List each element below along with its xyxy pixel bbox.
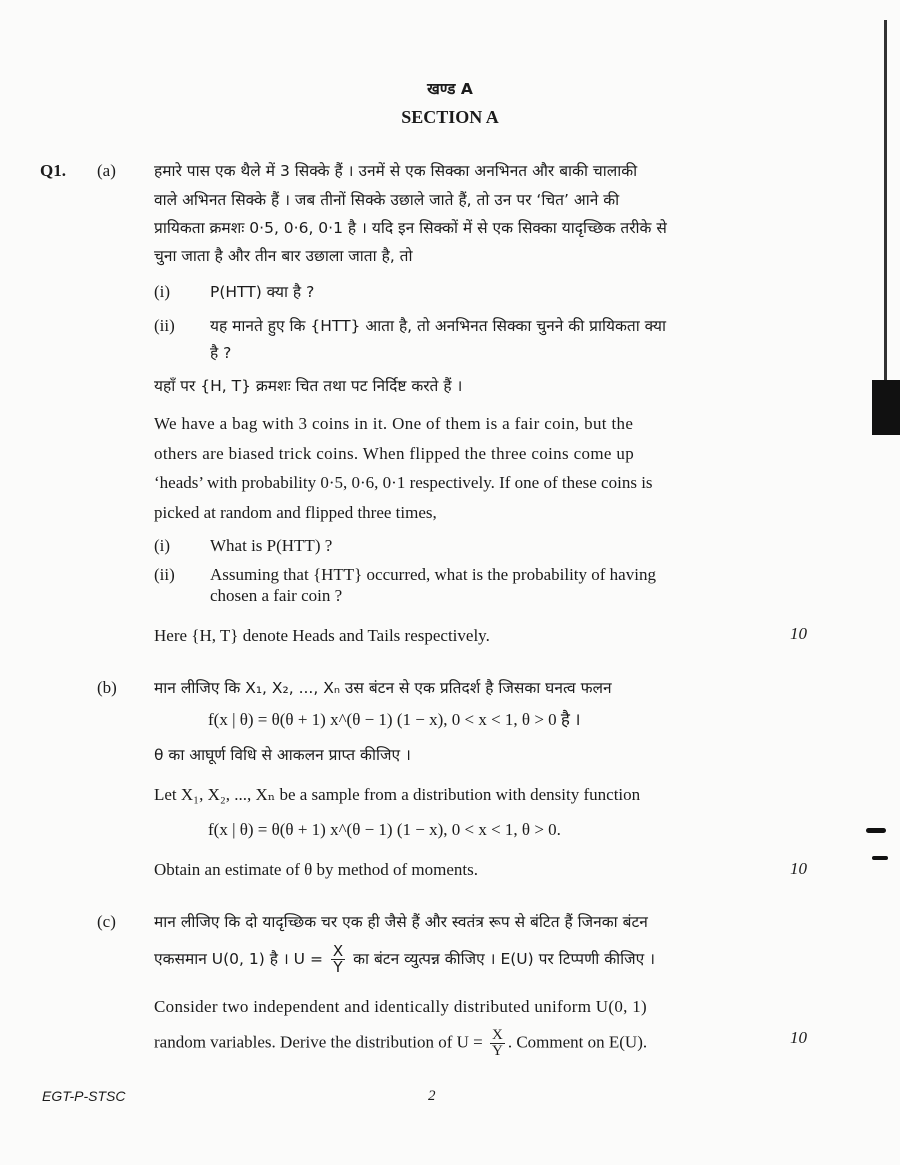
part-c-hindi-text: का बंटन व्युत्पन्न कीजिए । E(U) पर टिप्पणी कीजिए ।: [353, 950, 656, 968]
part-b-english-line: Obtain an estimate of θ by method of moments.: [154, 860, 478, 879]
part-b-english-line: Let X₁, X₂, ..., Xₙ be a sample from a distribution with density function: [154, 785, 641, 804]
marks: 10: [790, 859, 807, 878]
sub-i-label: (i): [154, 282, 171, 301]
part-b-hindi-line: मान लीजिए कि X₁, X₂, ..., Xₙ उस बंटन से एक प्रतिदर्श है जिसका घनत्व फलन: [154, 679, 612, 697]
fraction-x-over-y: $\frac{X}{Y}$: [491, 1027, 503, 1059]
part-a-english-note: Here {H, T} denote Heads and Tails respectively.: [154, 626, 490, 645]
section-title-hindi: खण्ड A: [427, 80, 473, 98]
sub-i-english: What is P(HTT) ?: [210, 536, 333, 555]
page-number: 2: [428, 1088, 436, 1104]
sub-ii-hindi-line: यह मानते हुए कि {HTT} आता है, तो अनभिनत सिक्का चुनने की प्रायिकता क्या: [210, 317, 666, 335]
scan-blot: [872, 380, 900, 435]
part-a-hindi-line: हमारे पास एक थैले में 3 सिक्के हैं । उनमें से एक सिक्का अनभिनत और बाकी चालाकी: [154, 162, 638, 180]
sub-ii-hindi-line: है ?: [210, 344, 232, 362]
part-a-label: (a): [97, 161, 116, 180]
scan-mark: [866, 828, 886, 833]
part-a-english-line: We have a bag with 3 coins in it. One of them is a fair coin, but the: [154, 414, 634, 433]
part-c-english-text: random variables. Derive the distribution of U =: [154, 1032, 483, 1052]
part-b-english-formula: f(x | θ) = θ(θ + 1) x^(θ − 1) (1 − x), 0 < x < 1, θ > 0.: [208, 820, 561, 839]
part-b-hindi-line: θ का आघूर्ण विधि से आकलन प्राप्त कीजिए ।: [154, 746, 411, 764]
marks: 10: [790, 1028, 807, 1047]
part-a-hindi-line: प्रायिकता क्रमशः 0·5, 0·6, 0·1 है । यदि इन सिक्कों में से एक सिक्का यादृच्छिक तरीके से: [154, 219, 667, 237]
part-c-english-line: [154, 1028, 647, 1059]
sub-ii-label: (ii): [154, 565, 175, 584]
sub-ii-label: (ii): [154, 316, 175, 335]
part-b-label: (b): [97, 678, 117, 697]
scan-mark: [872, 856, 888, 860]
question-number: Q1.: [40, 161, 66, 180]
sub-ii-english-line: chosen a fair coin ?: [210, 586, 343, 605]
part-a-english-line: others are biased trick coins. When flipped the three coins come up: [154, 444, 635, 463]
part-c-hindi-line: मान लीजिए कि दो यादृच्छिक चर एक ही जैसे हैं और स्वतंत्र रूप से बंटित हैं जिनका बंटन: [154, 913, 648, 931]
fraction-x-over-y: $\frac{X}{Y}$: [332, 942, 344, 976]
scan-edge-line: [884, 20, 887, 380]
sub-i-hindi: P(HTT) क्या है ?: [210, 283, 315, 301]
part-a-english-line: ‘heads’ with probability 0·5, 0·6, 0·1 respectively. If one of these coins is: [154, 473, 653, 492]
part-b-hindi-formula: f(x | θ) = θ(θ + 1) x^(θ − 1) (1 − x), 0 < x < 1, θ > 0 है ।: [208, 710, 581, 729]
part-c-english-line: Consider two independent and identically distributed uniform U(0, 1): [154, 997, 647, 1016]
part-c-hindi-line: [154, 944, 655, 975]
sub-i-label: (i): [154, 536, 171, 555]
part-c-hindi-text: एकसमान U(0, 1) है । U =: [154, 950, 323, 968]
part-a-hindi-line: चुना जाता है और तीन बार उछाला जाता है, तो: [154, 247, 413, 265]
marks: 10: [790, 624, 807, 643]
part-a-hindi-line: वाले अभिनत सिक्के हैं । जब तीनों सिक्के उछाले जाते हैं, तो उन पर ‘चित’ आने की: [154, 191, 620, 209]
paper-code: EGT-P-STSC: [42, 1088, 126, 1104]
sub-ii-english-line: Assuming that {HTT} occurred, what is the probability of having: [210, 565, 656, 584]
section-title: SECTION A: [401, 107, 499, 127]
part-a-english-line: picked at random and flipped three times,: [154, 503, 437, 522]
part-c-english-text: . Comment on E(U).: [507, 1032, 648, 1052]
part-a-hindi-note: यहाँ पर {H, T} क्रमशः चित तथा पट निर्दिष्ट करते हैं ।: [154, 377, 463, 395]
part-c-label: (c): [97, 912, 116, 931]
